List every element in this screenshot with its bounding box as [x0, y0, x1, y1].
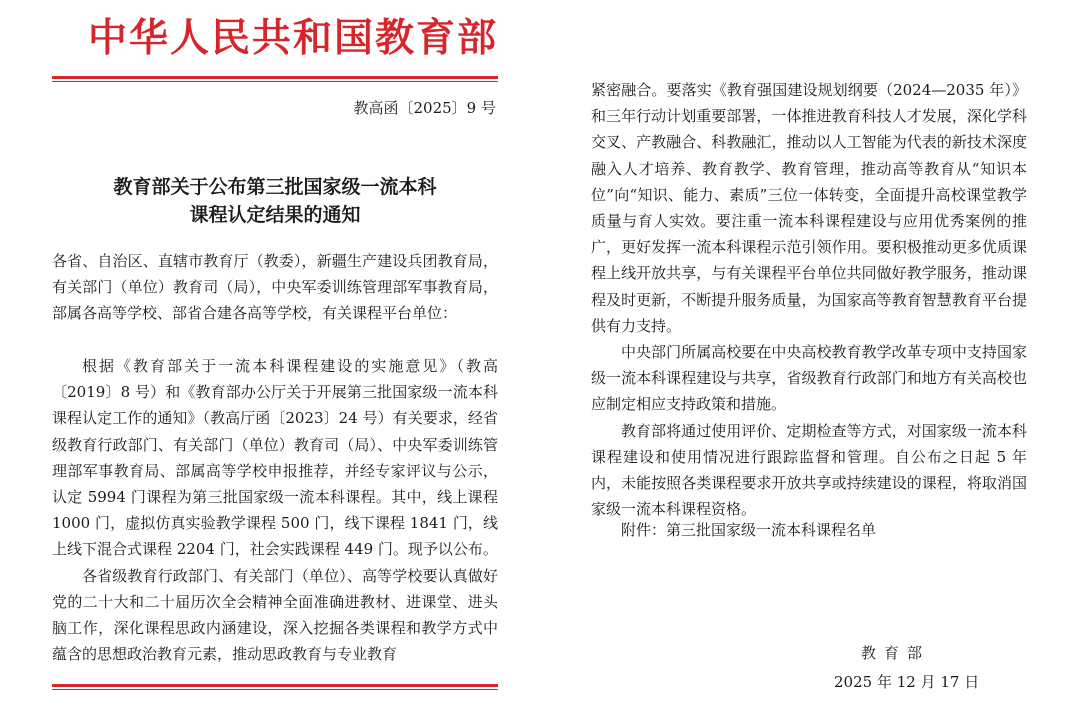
paragraph-2-continued: 紧密融合。要落实《教育强国建设规划纲要（2024—2035 年）》和三年行动计划重要部署，一体推进教育科技人才发展，深化学科交叉、产教融合、科教融汇，推动以人工智能为代表的新技术深度融入人才培养、教育教学、教育管理，推动高等教育从“知识本位”向“知识、能力、素质”三位一体转变，全面提升高校课堂教学质量与育人实效。要注重一流本科课程建设与应用优秀案例的推广，更好发挥一流本科课程示范引领作用。要积极推动更多优质课程上线开放共享，与有关课程平台单位共同做好教学服务，推动课程及时更新，不断提升服务质量，为国家高等教育智慧教育平台提供有力支持。 — [591, 81, 1027, 335]
salutation — [52, 248, 498, 327]
letterhead-rule-thick — [52, 76, 498, 79]
paragraph-3: 中央部门所属高校要在中央高校教育教学改革专项中支持国家级一流本科课程建设与共享，省级教育行政部门和地方有关高校也应制定相应支持政策和措施。 — [591, 343, 1027, 414]
paragraph-4: 教育部将通过使用评价、定期检查等方式，对国家级一流本科课程建设和使用情况进行跟踪监督和管理。自公布之日起 5 年内，未能按照各类课程要求开放共享或持续建设的课程，将取消国家级一流本科课程资格。 — [591, 421, 1027, 519]
document-title-line-1: 教育部关于公布第三批国家级一流本科 — [113, 176, 437, 198]
footer-rule-thin — [52, 689, 498, 690]
left-column-body — [52, 353, 498, 667]
issuer-signature: 教育部 — [861, 644, 931, 662]
right-column-body — [591, 77, 1027, 522]
paragraph-2-start: 各省级教育行政部门、有关部门（单位）、高等学校要认真做好党的二十大和二十届历次全会精神全面准确进教材、进课堂、进头脑工作，深化课程思政内涵建设，深入挖掘各类课程和教学方式中蕴含的思想政治教育元素，推动思政教育与专业教育 — [52, 566, 498, 664]
attachment-note: 附件：第三批国家级一流本科课程名单 — [621, 521, 877, 539]
salutation-text: 各省、自治区、直辖市教育厅（教委），新疆生产建设兵团教育局，有关部门（单位）教育司（局），中央军委训练管理部军事教育局，部属各高等学校、部省合建各高等学校，有关课程平台单位： — [52, 252, 498, 323]
document-title-line-2: 课程认定结果的通知 — [189, 204, 361, 226]
letterhead-title: 中华人民共和国教育部 — [88, 15, 499, 61]
footer-rule-thick — [52, 684, 498, 687]
paragraph-1: 根据《教育部关于一流本科课程建设的实施意见》（教高〔2019〕8 号）和《教育部办公厅关于开展第三批国家级一流本科课程认定工作的通知》（教高厅函〔2023〕24 号）有关要求，经省级教育行政部门、有关部门（单位）教育司（局）、中央军委训练管理部军事教育局、部属高等学校申报推荐，并经专家评议与公示，认定 5994 门课程为第三批国家级一流本科课程。其中，线上课程 1000 门，虚拟仿真实验教学课程 500 门，线下课程 1841 门，线上线下混合式课程 2204 门，社会实践课程 449 门。现予以公布。 — [52, 357, 498, 559]
document-number: 教高函〔2025〕9 号 — [353, 99, 496, 117]
letterhead-rule-thin — [52, 81, 498, 82]
issue-date: 2025 年 12 月 17 日 — [834, 673, 980, 691]
